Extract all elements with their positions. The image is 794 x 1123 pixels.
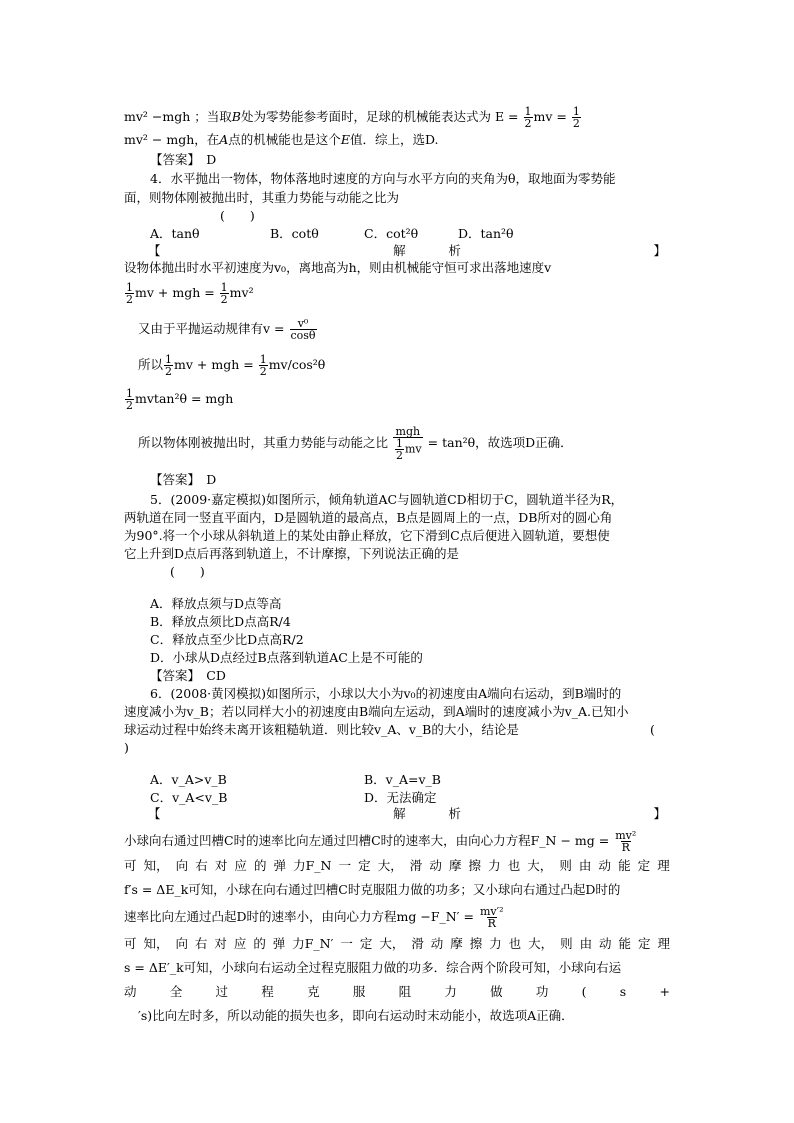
spaced-word: 由: [579, 936, 593, 951]
spaced-word: 阻: [398, 984, 412, 999]
q6-explain-6: s = ΔE′_k可知，小球向右运动全过程克服阻力做的功多．综合两个阶段可知，小球向右运: [124, 960, 622, 975]
spaced-word: 力: [489, 936, 502, 951]
q6-explain-1: 小球向右通过凹槽C时的速率比向左通过凹槽C时的速率大，由向心力方程F_N − mg = $\frac{\text{mv²}}{R}$: [124, 829, 637, 854]
q4-solution-6: 所以物体刚被抛出时，其重力势能与动能之比 mgh $\frac{1}{2}$ mv = tan²θ，故选项D正确．: [138, 425, 573, 462]
answer-q4: 【答案】 D: [150, 472, 217, 487]
q5-option-b: B．释放点须比D点高R/4: [150, 614, 291, 629]
q6-stem-1: 6．(2008·黄冈模拟)如图所示，小球以大小为v₀的初速度由A端向右运动，到B端时的: [150, 686, 622, 701]
q4-option-b: B．cotθ: [270, 226, 319, 241]
q6-stem-2: 速度减小为v_B；若以同样大小的初速度由B端向左运动，到A端时的速度减小为v_A.已知小: [124, 704, 629, 719]
spaced-word: 力F_N′: [292, 936, 334, 951]
q6-explain-4: 速率比向左通过凸起D时的速率小，由向心力方程mg −F_N′ = $\frac{\text{mv′²}}{R}$: [124, 905, 504, 930]
q6-stem-3: 球运动过程中始终未离开该粗糙轨道．则比较v_A、v_B的大小，结论是: [124, 722, 519, 737]
spaced-word: 定: [359, 936, 373, 951]
q6-option-b: B．v_A=v_B: [364, 772, 441, 787]
spaced-word: 知，: [143, 936, 169, 951]
q4-option-c: C．cot²θ: [364, 226, 419, 241]
q6-paren-close: ): [124, 740, 129, 755]
spaced-word: 滑: [411, 936, 424, 951]
spaced-word: 动: [598, 858, 612, 873]
spaced-word: 全: [169, 984, 183, 999]
spaced-word: 由: [578, 858, 592, 873]
spaced-word: 滑: [409, 858, 423, 873]
spaced-word: 摩: [450, 936, 463, 951]
spaced-word: 向: [175, 936, 188, 951]
q6-explain-8: ′s)比向左时多，所以动能的损失也多，即向右运动时末动能小，故选项A正确．: [138, 1008, 574, 1023]
spaced-word: +: [659, 984, 670, 999]
spaced-word: 定: [637, 936, 651, 951]
spaced-word: s: [619, 984, 627, 999]
q6-option-c: C．v_A<v_B: [150, 790, 228, 805]
spaced-word: 理: [657, 936, 670, 951]
spaced-word: 能: [618, 936, 632, 951]
intro-line-1: mv² −mgh ；当取B处为零势能参考面时，足球的机械能表达式为 E = $\frac{1}{2}$ mv = $\frac{1}{2}$: [124, 105, 580, 130]
spaced-word: 功: [535, 984, 549, 999]
q4-solution-3: 又由于平抛运动规律有v = $\frac{\text{v⁰}}{\cos\theta}$: [138, 317, 316, 342]
spaced-word: 大，: [377, 858, 403, 873]
fraction-half: $\frac{1}{2}$: [524, 105, 532, 130]
spaced-word: 的: [253, 858, 267, 873]
q4-solution-5: $\frac{1}{2}$ mvtan²θ = mgh: [126, 387, 234, 412]
spaced-word: 动: [429, 858, 442, 873]
q5-paren: ( ): [170, 564, 205, 579]
spaced-word: 应: [233, 936, 247, 951]
spaced-word: 的: [253, 936, 266, 951]
spaced-word: 也: [507, 858, 521, 873]
q6-explain-7: [124, 984, 670, 1000]
q5-option-c: C．释放点至少比D点高R/2: [150, 632, 304, 647]
spaced-word: 理: [657, 858, 670, 873]
spaced-word: 程: [261, 984, 274, 999]
spaced-word: 向: [175, 858, 189, 873]
spaced-word: 动: [599, 936, 612, 951]
spaced-word: 动: [124, 984, 137, 999]
spaced-word: 一: [340, 936, 353, 951]
spaced-word: 能: [618, 858, 631, 873]
q4-analysis-header: 【 解 析 】: [148, 243, 666, 258]
q5-option-a: A．释放点须与D点等高: [150, 596, 282, 611]
q5-option-d: D．小球从D点经过B点落到轨道AC上是不可能的: [150, 650, 423, 665]
q5-stem-3: 为90°.将一个小球从斜轨道上的某处由静止释放，它下滑到C点后便进入圆轨道，要想使: [124, 528, 610, 543]
q4-stem-1: 4．水平抛出一物体，物体落地时速度的方向与水平方向的夹角为θ，取地面为零势能: [150, 171, 616, 186]
spaced-word: 过: [215, 984, 229, 999]
answer-q3: 【答案】 D: [150, 152, 217, 167]
spaced-word: 力F_N: [293, 858, 332, 873]
spaced-word: 大，: [527, 858, 553, 873]
q6-explain-3: f′s = ΔE_k可知，小球在向右通过凹槽C时克服阻力做的功多；又小球向右通过凸起D时的: [124, 882, 621, 897]
answer-q5: 【答案】 CD: [150, 668, 226, 683]
intro-line-2: mv² − mgh，在A点的机械能也是这个E值．综上，选D.: [124, 132, 439, 147]
spaced-word: 大，: [528, 936, 554, 951]
q6-analysis-header: 【 解 析 】: [148, 806, 666, 821]
q4-option-a: A．tanθ: [150, 226, 200, 241]
spaced-word: 擦: [469, 936, 483, 951]
spaced-word: 擦: [468, 858, 482, 873]
spaced-word: 弹: [272, 936, 286, 951]
spaced-word: 知，: [143, 858, 169, 873]
spaced-word: 一: [338, 858, 352, 873]
spaced-word: 摩: [448, 858, 462, 873]
spaced-word: 对: [214, 858, 228, 873]
q4-option-d: D．tan²θ: [458, 226, 514, 241]
spaced-word: 应: [234, 858, 247, 873]
spaced-word: 对: [214, 936, 227, 951]
fraction-half: $\frac{1}{2}$: [572, 105, 580, 130]
spaced-word: 力: [488, 858, 501, 873]
q4-paren: ( ): [220, 208, 255, 223]
spaced-word: 右: [195, 858, 208, 873]
spaced-word: 动: [430, 936, 444, 951]
spaced-word: 可: [124, 858, 137, 873]
q5-stem-1: 5．(2009·嘉定模拟)如图所示，倾角轨道AC与圆轨道CD相切于C，圆轨道半径为R，: [150, 492, 624, 507]
spaced-word: 做: [490, 984, 503, 999]
spaced-word: 定: [358, 858, 371, 873]
q6-option-a: A．v_A>v_B: [150, 772, 227, 787]
q4-solution-4: 所以 $\frac{1}{2}$ mv + mgh = $\frac{1}{2}$ mv/cos²θ: [138, 353, 326, 378]
q6-explain-5: [124, 936, 670, 952]
q5-stem-2: 两轨道在同一竖直平面内，D是圆轨道的最高点，B点是圆周上的一点，DB所对的圆心角: [124, 510, 613, 525]
q6-explain-2: [124, 858, 670, 874]
spaced-word: 则: [560, 936, 573, 951]
spaced-word: 定: [637, 858, 651, 873]
q5-stem-4: 它上升到D点后再落到轨道上，不计摩擦，下列说法正确的是: [124, 546, 460, 561]
spaced-word: 也: [508, 936, 522, 951]
q4-stem-2: 面，则物体刚被抛出时，其重力势能与动能之比为: [124, 190, 400, 205]
q4-solution-2: $\frac{1}{2}$ mv + mgh = $\frac{1}{2}$ mv²: [126, 281, 254, 306]
spaced-word: (: [581, 984, 587, 999]
q6-paren-open: (: [650, 722, 655, 737]
q4-solution-1: 设物体抛出时水平初速度为v₀，离地高为h，则由机械能守恒可求出落地速度v: [124, 260, 552, 275]
spaced-word: 右: [194, 936, 208, 951]
spaced-word: 弹: [273, 858, 287, 873]
spaced-word: 克: [307, 984, 320, 999]
spaced-word: 服: [352, 984, 366, 999]
q6-option-d: D．无法确定: [364, 790, 437, 805]
spaced-word: 大，: [379, 936, 405, 951]
spaced-word: 可: [124, 936, 137, 951]
spaced-word: 则: [559, 858, 572, 873]
spaced-word: 力: [444, 984, 457, 999]
